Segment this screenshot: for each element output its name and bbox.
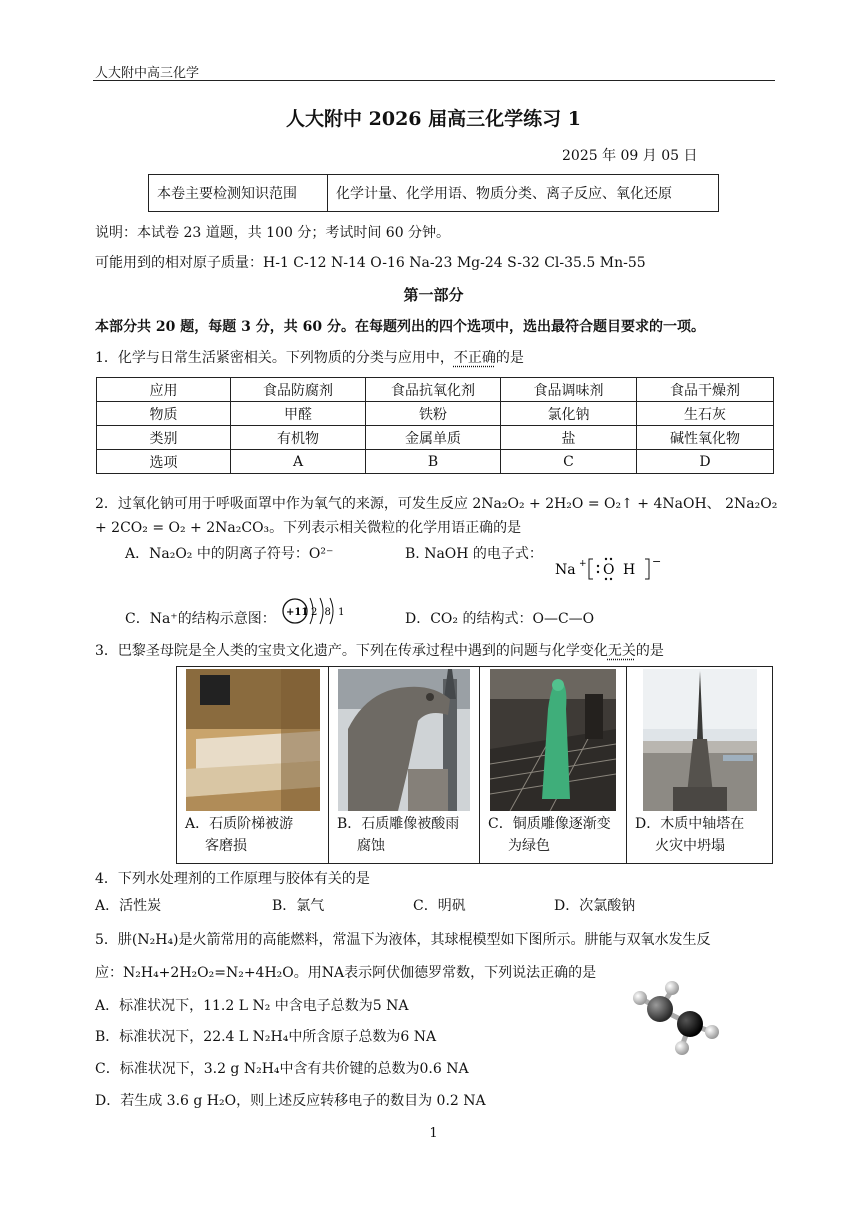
table-cell: 应用 [97,378,231,402]
q5-option-b: B．标准状况下，22.4 L N₂H₄中所含原子总数为6 NA [95,1029,437,1045]
q4-option-c: C．明矾 [413,898,466,914]
caption-line: C．铜质雕像逐渐变 [488,816,611,832]
q1-table [96,377,774,474]
q1-emphasis: 不正确 [453,350,496,366]
q3-option-d-caption [627,811,772,857]
q2-option-a: A．Na₂O₂ 中的阴离子符号：O²⁻ [125,546,334,562]
table-cell: A [231,450,366,474]
caption-line: B．石质雕像被酸雨 [337,816,460,832]
q4-option-b: B．氯气 [272,898,325,914]
table-cell: 铁粉 [366,402,501,426]
q4-option-a: A．活性炭 [95,898,162,914]
table-cell: 盐 [501,426,637,450]
q1-stem-tail: 的是 [495,350,524,366]
table-cell: 类别 [97,426,231,450]
q3-picture-table [176,666,773,864]
atom-structure-graphic [278,594,348,630]
nitrogen-atom [647,996,673,1022]
table-cell: 食品抗氧化剂 [366,378,501,402]
question-5-stem-line2: 应：N₂H₄+2H₂O₂=N₂+4H₂O。用NA表示阿伏伽德罗常数，下列说法正确的是 [95,965,597,981]
electron-dot [605,578,607,580]
caption-line: 客磨损 [205,838,247,854]
q3-option-d-cell [627,667,773,864]
q1-stem-text: 1．化学与日常生活紧密相关。下列物质的分类与应用中， [95,350,454,366]
table-cell: D [637,450,774,474]
part-instruction: 本部分共 20 题，每题 3 分，共 60 分。在每题列出的四个选项中，选出最符合题目要求的一项。 [95,319,705,335]
table-cell: 食品干燥剂 [637,378,774,402]
scope-label: 本卷主要检测知识范围 [149,175,328,212]
table-row [97,378,774,402]
wooden-spire-image [643,669,757,811]
table-cell: 食品调味剂 [501,378,637,402]
header-rule [93,80,775,81]
molecule-graphic [624,976,724,1060]
stone-stairs-image [186,669,320,811]
caption-line: 腐蚀 [357,838,385,854]
electron-dot [610,578,612,580]
q3-option-a-cell [177,667,329,864]
lewis-plus: + [579,559,587,569]
q4-option-d: D．次氯酸钠 [554,898,636,914]
caption-line: 火灾中坍塌 [655,838,725,854]
q5-option-a: A．标准状况下，11.2 L N₂ 中含电子总数为5 NA [95,998,409,1014]
nitrogen-atom [677,1011,703,1037]
table-cell: 碱性氧化物 [637,426,774,450]
question-4-stem: 4．下列水处理剂的工作原理与胶体有关的是 [95,871,370,887]
q3-emphasis: 无关 [607,643,636,659]
question-1-stem [95,347,524,367]
caption-line: 为绿色 [508,838,550,854]
page-number: 1 [429,1126,438,1141]
question-3-stem [95,640,664,660]
part-heading: 第一部分 [403,286,464,304]
q2-option-d: D．CO₂ 的结构式：O—C—O [405,611,595,627]
lewis-na: Na [555,562,576,578]
shell-electrons: 2 8 1 [311,607,347,618]
q3-stem-tail: 的是 [635,643,664,659]
table-cell: 物质 [97,402,231,426]
question-2-stem-line2: + 2CO₂ = O₂ + 2Na₂CO₃。下列表示相关微粒的化学用语正确的是 [95,520,522,536]
electron-dot [597,571,599,573]
hydrogen-atom [705,1025,719,1039]
right-bracket [645,559,649,579]
table-cell: B [366,450,501,474]
table-row [97,426,774,450]
q3-option-c-cell [480,667,627,864]
table-cell: 选项 [97,450,231,474]
q3-option-b-cell [329,667,480,864]
hydrogen-atom [675,1041,689,1055]
table-cell: 氯化钠 [501,402,637,426]
question-2-stem-line1: 2．过氧化钠可用于呼吸面罩中作为氧气的来源，可发生反应 2Na₂O₂ + 2H₂O = O₂↑ + 4NaOH、 2Na₂O₂ [95,496,778,512]
table-cell: 甲醛 [231,402,366,426]
electron-dot [610,558,612,560]
q5-option-d: D．若生成 3.6 g H₂O，则上述反应转移电子的数目为 0.2 NA [95,1093,486,1109]
atomic-masses: 可能用到的相对原子质量：H-1 C-12 N-14 O-16 Na-23 Mg-24 S-32 Cl-35.5 Mn-55 [95,255,646,271]
caption-line: A．石质阶梯被游 [185,816,294,832]
electron-formula-graphic [553,553,663,583]
table-cell: C [501,450,637,474]
scope-table [148,174,719,212]
hydrazine-ball-stick-model [624,976,724,1060]
table-cell: 金属单质 [366,426,501,450]
exam-note: 说明：本试卷 23 道题，共 100 分；考试时间 60 分钟。 [95,225,451,241]
q2-option-c: C．Na⁺的结构示意图： [125,611,276,627]
electron-dot [605,558,607,560]
electron-dot [597,565,599,567]
scope-value: 化学计量、化学用语、物质分类、离子反应、氧化还原 [328,175,719,212]
table-row [97,450,774,474]
question-5-stem-line1: 5．肼(N₂H₄)是火箭常用的高能燃料，常温下为液体，其球棍模型如下图所示。肼能与双氧水发生反 [95,932,711,948]
copper-statue-image [490,669,616,811]
lewis-o: O [603,562,615,578]
page-title: 人大附中 2026 届高三化学练习 1 [286,108,581,130]
caption-line: D．木质中轴塔在 [635,816,745,832]
nucleus-charge: +11 [286,607,309,618]
gargoyle-statue-image [338,669,470,811]
hydrogen-atom [633,991,647,1005]
q5-option-c: C．标准状况下，3.2 g N₂H₄中含有共价键的总数为0.6 NA [95,1061,469,1077]
q3-option-a-caption [177,811,328,857]
table-cell: 有机物 [231,426,366,450]
naoh-electron-formula [553,553,663,583]
table-cell: 生石灰 [637,402,774,426]
q3-stem-text: 3．巴黎圣母院是全人类的宝贵文化遗产。下列在传承过程中遇到的问题与化学变化 [95,643,608,659]
table-cell: 食品防腐剂 [231,378,366,402]
exam-date: 2025 年 09 月 05 日 [562,148,698,164]
na-ion-structure-diagram [278,594,348,630]
hydrogen-atom [665,981,679,995]
q3-option-c-caption [480,811,626,857]
lewis-h: H [623,562,636,578]
left-bracket [589,559,593,579]
table-row [97,402,774,426]
q3-option-b-caption [329,811,479,857]
lewis-minus: − [652,555,662,568]
q2-option-b: B. NaOH 的电子式： [405,546,543,562]
running-header: 人大附中高三化学 [95,66,200,81]
